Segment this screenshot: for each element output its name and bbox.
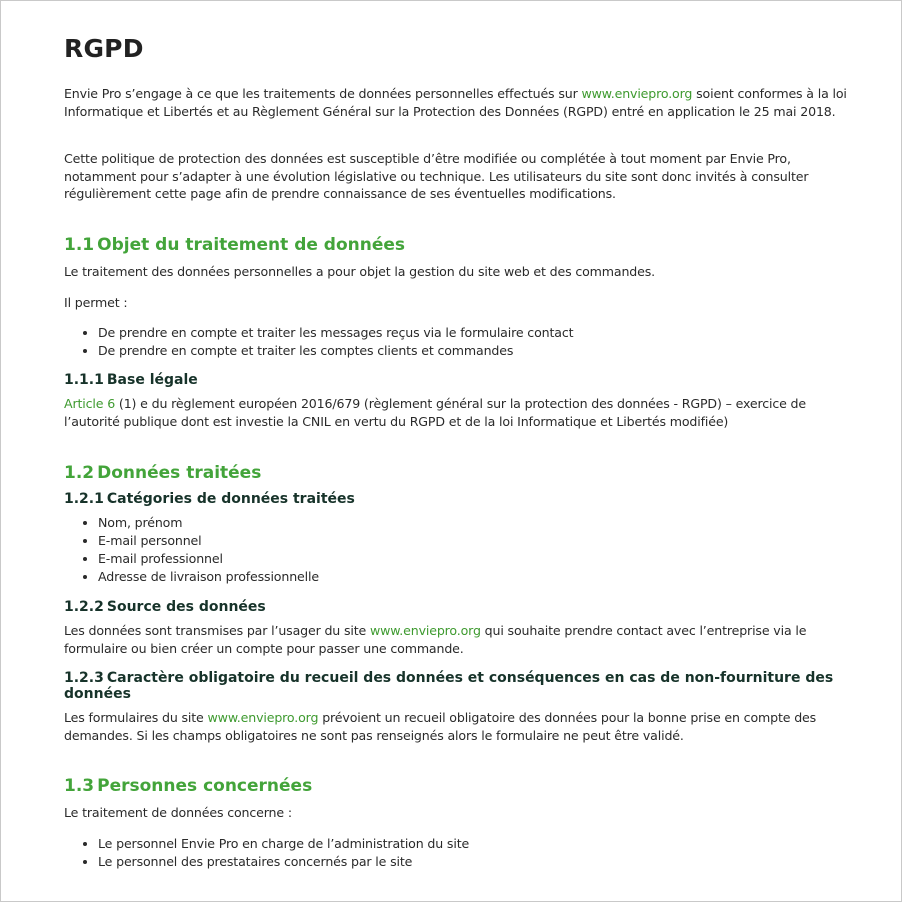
list-item: • De prendre en compte et traiter les messages reçus via le formulaire contact	[98, 324, 573, 342]
section-number: 1.3	[64, 776, 95, 796]
section-number: 1.2.2	[64, 599, 104, 615]
mandatory-text: Les formulaires du site	[64, 710, 208, 725]
intro-paragraph-1	[64, 85, 859, 120]
source-text: qui souhaite prendre contact avec l’entreprise via le formulaire ou bien créer un compte pour passer une commande.	[64, 623, 807, 656]
list-item: • Nom, prénom	[98, 514, 319, 532]
section-title: Personnes concernées	[97, 776, 313, 796]
list-item: • Le personnel des prestataires concernés par le site	[98, 853, 469, 871]
section-1-1-1-paragraph	[64, 395, 859, 430]
mandatory-text: prévoient un recueil obligatoire des données pour la bonne prise en compte des demandes. Si les champs obligatoires ne sont pas renseignés alors le formulaire ne peut être validé.	[64, 710, 817, 743]
section-1-1-paragraph-2: Il permet :	[64, 295, 128, 310]
section-number: 1.2.3	[64, 670, 104, 686]
list-item: • Le personnel Envie Pro en charge de l’administration du site	[98, 835, 469, 853]
section-number: 1.2.1	[64, 491, 104, 507]
section-title: Catégories de données traitées	[106, 491, 355, 507]
section-1-2-heading	[64, 463, 261, 483]
section-1-2-2-heading	[64, 599, 854, 615]
section-number: 1.1	[64, 235, 95, 255]
section-1-3-list	[64, 835, 469, 871]
site-link[interactable]: www.enviepro.org	[207, 710, 319, 725]
section-title: Données traitées	[97, 463, 262, 483]
intro-text: Envie Pro s’engage à ce que les traitements de données personnelles effectués sur	[64, 86, 582, 101]
section-title: Caractère obligatoire du recueil des données et conséquences en cas de non-fourniture des données	[64, 670, 834, 702]
legal-basis-text: (1) e du règlement européen 2016/679 (règlement général sur la protection des données - RGPD) – exercice de l’autorité publique dont est investie la CNIL en vertu du RGPD et de la loi Informatique et Libertés modifiée)	[64, 396, 806, 429]
section-1-1-heading	[64, 235, 405, 255]
section-number: 1.1.1	[64, 372, 104, 388]
intro-text: soient conformes à la loi Informatique et Libertés et au Règlement Général sur la Protection des Données (RGPD) entré en application le 25 mai 2018.	[64, 86, 847, 119]
section-1-3-paragraph: Le traitement de données concerne :	[64, 805, 292, 820]
section-1-1-list	[64, 324, 573, 360]
section-title: Objet du traitement de données	[97, 235, 406, 255]
section-1-2-3-paragraph	[64, 709, 859, 744]
section-title: Base légale	[106, 372, 198, 388]
site-link[interactable]: www.enviepro.org	[370, 623, 481, 638]
site-link[interactable]: www.enviepro.org	[581, 86, 693, 101]
list-item: • E-mail professionnel	[98, 550, 319, 568]
source-text: Les données sont transmises par l’usager du site	[64, 623, 370, 638]
section-1-3-heading	[64, 776, 312, 796]
page-title: RGPD	[64, 34, 144, 63]
section-1-2-1-list	[64, 514, 319, 586]
list-item: • E-mail personnel	[98, 532, 319, 550]
section-1-2-2-paragraph	[64, 622, 859, 657]
section-1-1-1-heading	[64, 372, 854, 388]
section-1-1-paragraph-1: Le traitement des données personnelles a pour objet la gestion du site web et des commandes.	[64, 264, 656, 279]
section-1-2-3-heading	[64, 670, 854, 702]
article-6-link[interactable]: Article 6	[64, 396, 116, 411]
list-item: • Adresse de livraison professionnelle	[98, 568, 319, 586]
list-item: • De prendre en compte et traiter les comptes clients et commandes	[98, 342, 573, 360]
section-number: 1.2	[64, 463, 95, 483]
intro-paragraph-2: Cette politique de protection des données est susceptible d’être modifiée ou complétée à tout moment par Envie Pro, notamment pour s’adapter à une évolution législative ou technique. Les utilisateurs du site sont donc invités à consulter régulièrement cette page afin de prendre connaissance de ses éventuelles modifications.	[64, 151, 809, 201]
section-1-2-1-heading	[64, 491, 854, 507]
section-title: Source des données	[106, 599, 266, 615]
